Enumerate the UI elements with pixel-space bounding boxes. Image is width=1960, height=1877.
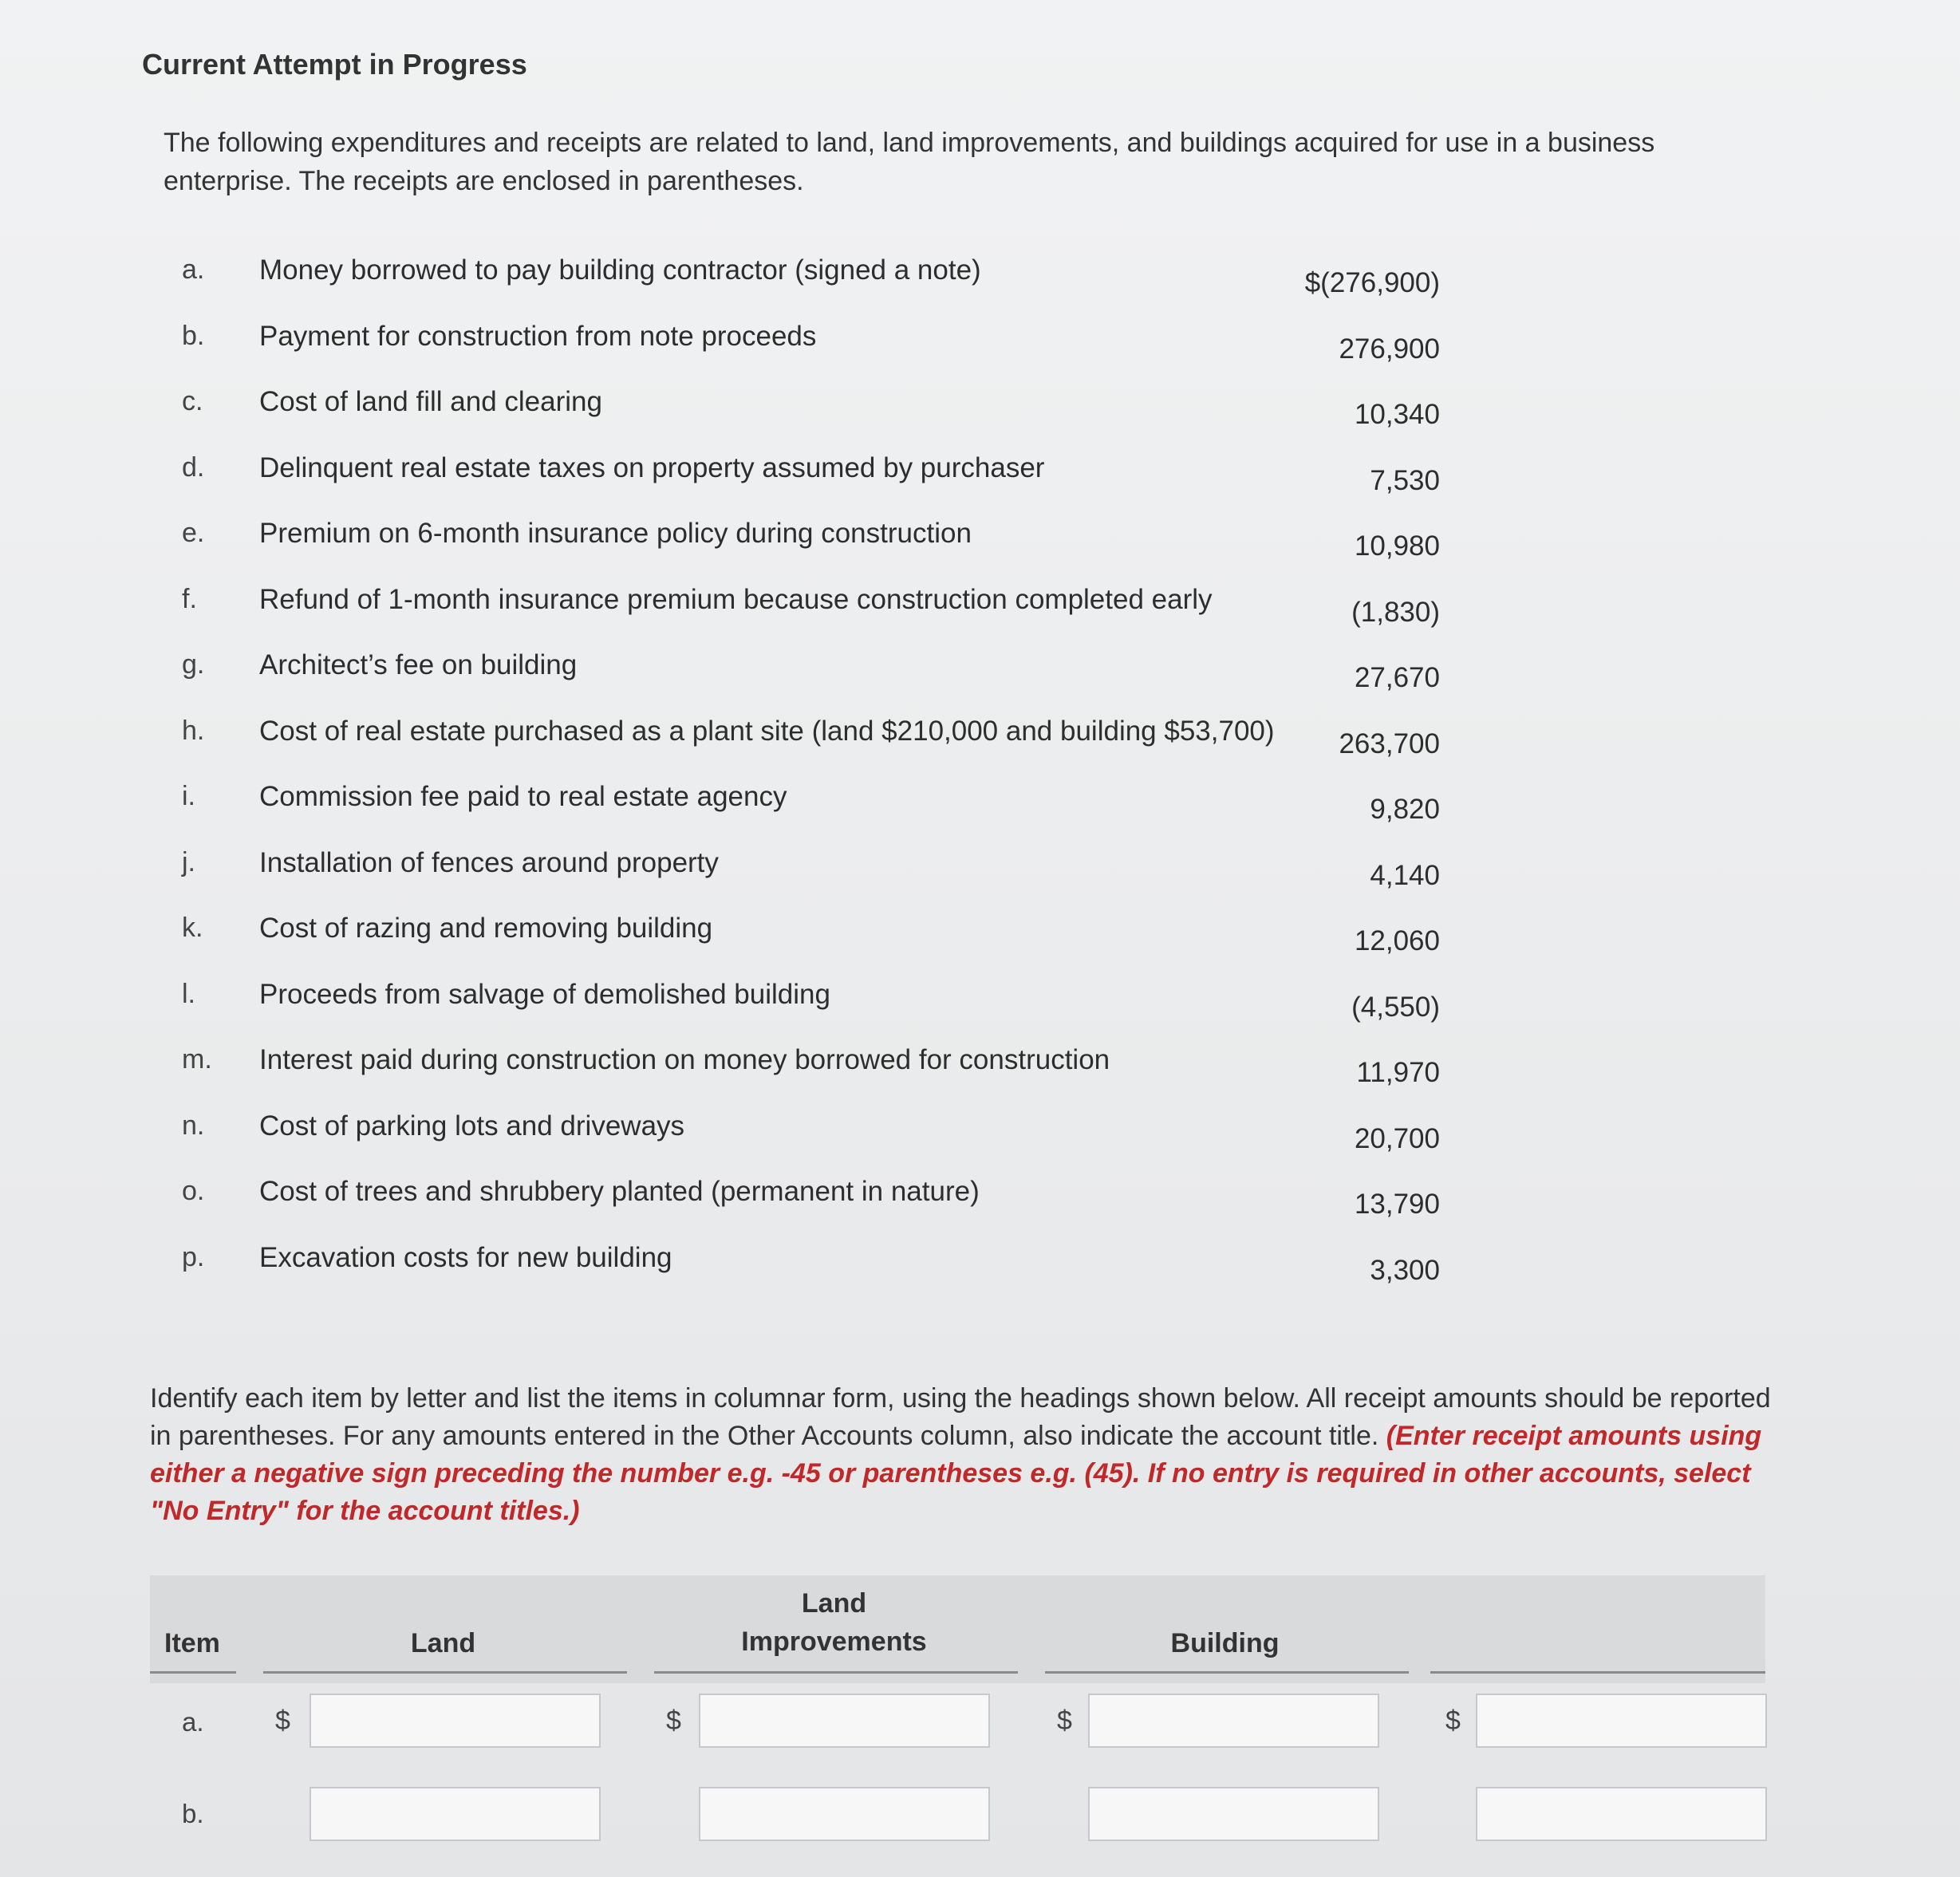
item-letter: d. — [182, 452, 205, 483]
instructions-text: Identify each item by letter and list the items in columnar form, using the headings shown below. All receipt amounts should be reported in parentheses. For any amounts entered in the Other Accounts column, also indicate the account title. — [150, 1383, 1771, 1451]
item-description: Cost of land fill and clearing — [259, 386, 602, 417]
instructions-emphasis: (Enter receipt amounts using either a negative sign preceding the number e.g. -45 or parentheses e.g. (45). If no entry is required in other accounts, select "No Entry" for the account titles.) — [150, 1421, 1762, 1526]
expenditure-item — [160, 836, 1452, 902]
expenditure-item — [160, 770, 1452, 836]
item-letter: a. — [182, 254, 205, 285]
building-input-b[interactable] — [1088, 1787, 1379, 1841]
answer-row-label-a: a. — [182, 1707, 204, 1737]
currency-symbol-land-a: $ — [275, 1705, 290, 1736]
item-amount: 10,980 — [1354, 530, 1440, 562]
item-description: Delinquent real estate taxes on property assumed by purchaser — [259, 452, 1045, 483]
item-letter: i. — [182, 781, 195, 811]
item-description: Payment for construction from note proceeds — [259, 320, 817, 352]
item-amount: 27,670 — [1354, 662, 1440, 693]
item-amount: 10,340 — [1354, 399, 1440, 430]
land-input-b[interactable] — [310, 1787, 601, 1841]
item-description: Proceeds from salvage of demolished building — [259, 978, 830, 1010]
land-input-a[interactable] — [310, 1694, 601, 1748]
column-header-item-underline — [150, 1671, 236, 1674]
expenditure-item — [160, 507, 1452, 573]
land-improvements-input-b[interactable] — [699, 1787, 990, 1841]
item-description: Cost of parking lots and driveways — [259, 1110, 685, 1142]
item-letter: j. — [182, 846, 195, 877]
item-letter: c. — [182, 386, 203, 416]
problem-intro: The following expenditures and receipts are related to land, land improvements, and buildings acquired for use in a business enterprise. The receipts are enclosed in parentheses. — [164, 128, 1655, 196]
item-description: Cost of trees and shrubbery planted (permanent in nature) — [259, 1176, 980, 1207]
item-letter: p. — [182, 1241, 205, 1272]
column-header-land-improvements-line2: Improvements — [741, 1627, 927, 1657]
item-amount: 13,790 — [1354, 1189, 1440, 1220]
item-amount: 276,900 — [1339, 333, 1440, 365]
item-description: Money borrowed to pay building contractor (signed a note) — [259, 254, 981, 286]
item-description: Installation of fences around property — [259, 846, 719, 878]
instructions — [150, 1380, 1785, 1530]
column-header-land-improvements-underline — [654, 1671, 1018, 1674]
expenditure-item — [160, 1099, 1452, 1165]
land-improvements-input-a[interactable] — [699, 1694, 990, 1748]
expenditure-item — [160, 1165, 1452, 1231]
expenditure-item — [160, 1231, 1452, 1297]
expenditure-item — [160, 573, 1452, 639]
item-amount: (4,550) — [1351, 991, 1440, 1023]
item-letter: m. — [182, 1044, 212, 1075]
expenditure-item — [160, 968, 1452, 1034]
item-amount: 11,970 — [1356, 1057, 1440, 1088]
item-description: Refund of 1-month insurance premium because construction completed early — [259, 583, 1213, 615]
attempt-status-title: Current Attempt in Progress — [142, 48, 527, 81]
column-header-item: Item — [164, 1628, 220, 1658]
column-header-land: Land — [410, 1628, 476, 1658]
item-letter: g. — [182, 649, 205, 680]
column-header-other-accounts-underline — [1430, 1671, 1765, 1674]
answer-row-label-b: b. — [182, 1799, 204, 1828]
expenditure-item — [160, 704, 1452, 771]
item-description: Architect’s fee on building — [259, 649, 578, 680]
column-header-land-underline — [263, 1671, 627, 1674]
currency-symbol-building-a: $ — [1057, 1705, 1072, 1736]
item-amount: 7,530 — [1370, 464, 1440, 496]
item-letter: k. — [182, 913, 203, 943]
item-letter: e. — [182, 518, 205, 548]
item-amount: 20,700 — [1354, 1122, 1440, 1154]
expenditure-item — [160, 310, 1452, 376]
item-amount: 4,140 — [1370, 859, 1440, 891]
item-letter: n. — [182, 1110, 205, 1141]
item-description: Cost of razing and removing building — [259, 913, 713, 944]
column-header-building-underline — [1045, 1671, 1409, 1674]
expenditure-item — [160, 638, 1452, 704]
item-amount: 9,820 — [1370, 794, 1440, 825]
item-description: Premium on 6-month insurance policy during construction — [259, 518, 972, 549]
item-letter: o. — [182, 1176, 205, 1206]
expenditure-item — [160, 243, 1452, 310]
expenditure-item — [160, 1033, 1452, 1099]
other-accounts-input-a[interactable] — [1476, 1694, 1767, 1748]
item-letter: l. — [182, 978, 195, 1009]
answer-table-header — [150, 1575, 1765, 1683]
column-header-building: Building — [1170, 1628, 1280, 1658]
item-letter: b. — [182, 320, 205, 351]
expenditure-list — [160, 243, 1452, 1296]
other-accounts-input-b[interactable] — [1476, 1787, 1767, 1841]
item-letter: h. — [182, 715, 205, 746]
item-amount: 12,060 — [1354, 925, 1440, 956]
item-amount: (1,830) — [1351, 596, 1440, 628]
currency-symbol-land-improvements-a: $ — [666, 1705, 681, 1736]
item-description: Excavation costs for new building — [259, 1241, 672, 1273]
item-amount: 263,700 — [1339, 728, 1440, 759]
building-input-a[interactable] — [1088, 1694, 1379, 1748]
column-header-land-improvements-line1: Land — [801, 1588, 867, 1619]
item-description: Interest paid during construction on money borrowed for construction — [259, 1044, 1110, 1075]
item-amount: $(276,900) — [1304, 267, 1440, 298]
expenditure-item — [160, 901, 1452, 968]
expenditure-item — [160, 375, 1452, 441]
item-description: Commission fee paid to real estate agency — [259, 781, 787, 812]
expenditure-item — [160, 441, 1452, 507]
item-letter: f. — [182, 583, 197, 614]
item-amount: 3,300 — [1370, 1254, 1440, 1286]
currency-symbol-other-a: $ — [1445, 1705, 1461, 1736]
item-description: Cost of real estate purchased as a plant site (land $210,000 and building $53,700) — [259, 715, 1275, 747]
